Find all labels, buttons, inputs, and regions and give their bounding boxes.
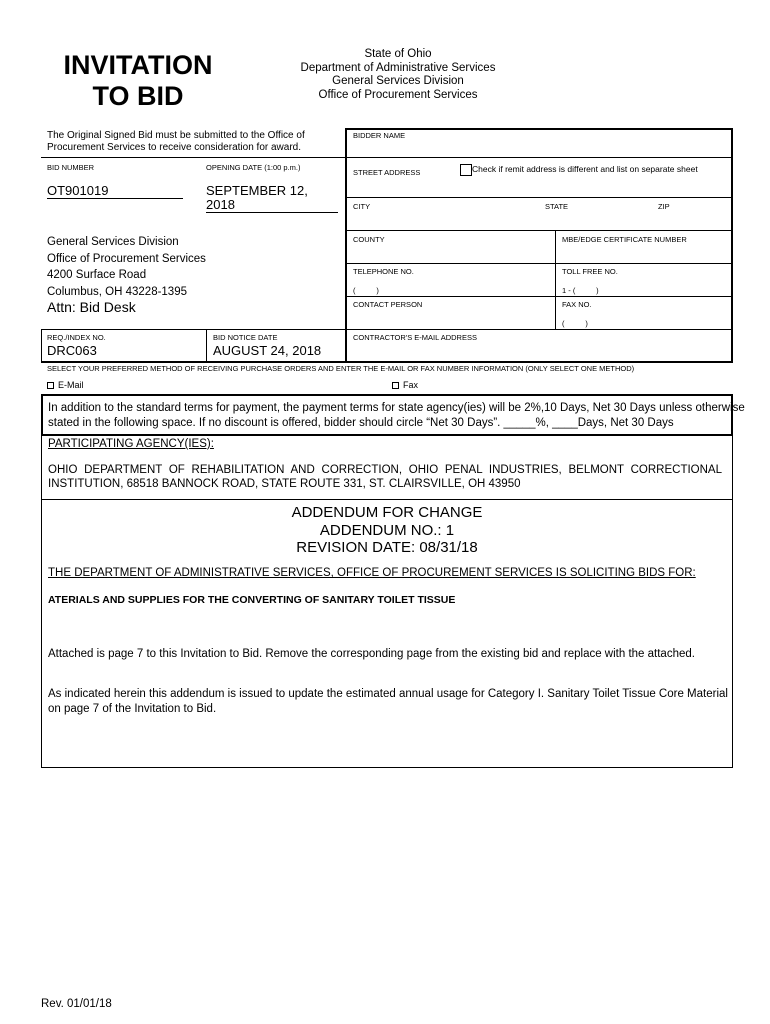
attn-line: Attn: Bid Desk [47, 299, 136, 315]
telephone-label: TELEPHONE NO. [353, 267, 414, 276]
divider [345, 329, 733, 330]
bid-subject: ATERIALS AND SUPPLIES FOR THE CONVERTING OF SANITARY TOILET TISSUE [48, 594, 456, 606]
submission-note: The Original Signed Bid must be submitted to the Office of Procurement Services to receive consideration for award. [47, 130, 305, 153]
county-label: COUNTY [353, 235, 385, 244]
email-option[interactable] [47, 380, 84, 390]
bid-number-label: BID NUMBER [47, 163, 95, 172]
revision-date: REVISION DATE: 08/31/18 [296, 539, 478, 556]
bidder-name-label: BIDDER NAME [353, 131, 406, 140]
divider [555, 230, 556, 329]
address-line: Columbus, OH 43228-1395 [47, 285, 187, 298]
state-label: STATE [545, 202, 569, 211]
mailing-address [47, 234, 206, 300]
toll-free-field[interactable]: 1 - ( ) [562, 286, 599, 295]
zip-label: ZIP [658, 202, 670, 211]
divider [345, 263, 733, 264]
participating-line-2: INSTITUTION, 68518 BANNOCK ROAD, STATE ROUTE 331, ST. CLAIRSVILLE, OH 43950 [48, 478, 521, 490]
title-line-2: TO BID [92, 81, 184, 111]
payment-terms [48, 401, 745, 431]
toll-free-label: TOLL FREE NO. [562, 267, 618, 276]
divider [345, 197, 733, 198]
street-address-label: STREET ADDRESS [353, 168, 421, 177]
divider [41, 157, 345, 158]
fax-option-label: Fax [403, 380, 419, 390]
remit-note: Check if remit address is different and list on separate sheet [472, 164, 698, 174]
divider [206, 329, 207, 362]
participating-line-1: OHIO DEPARTMENT OF REHABILITATION AND CORRECTION, OHIO PENAL INDUSTRIES, BELMONT CORRECTIONAL [48, 464, 722, 476]
remit-checkbox[interactable] [460, 162, 698, 176]
method-label: SELECT YOUR PREFERRED METHOD OF RECEIVING PURCHASE ORDERS AND ENTER THE E-MAIL OR FAX NUMBER INFORMATION (ONLY SELECT ONE METHOD) [47, 364, 635, 373]
checkbox-square[interactable] [460, 164, 472, 176]
agency-line: Department of Administrative Services [300, 61, 496, 74]
revision-footer: Rev. 01/01/18 [41, 998, 112, 1010]
req-index-label: REQ./INDEX NO. [47, 333, 106, 342]
req-index-value: DRC063 [47, 343, 97, 358]
opening-date-label: OPENING DATE (1:00 p.m.) [206, 163, 301, 172]
agency-line: Office of Procurement Services [318, 88, 478, 101]
agency-line: General Services Division [332, 75, 464, 87]
agency-block [280, 48, 516, 102]
mbe-label: MBE/EDGE CERTIFICATE NUMBER [562, 235, 687, 244]
fax-option[interactable] [392, 380, 418, 390]
terms-line: stated in the following space. If no discount is offered, bidder should circle “Net 30 Days”. _____%, ____Days, Net 30 Days [48, 417, 674, 429]
terms-line: In addition to the standard terms for payment, the payment terms for state agency(ies) will be 2%,10 Days, Net 30 Days unless otherwise [48, 402, 745, 414]
checkbox-square[interactable] [392, 382, 399, 389]
email-option-label: E-Mail [58, 380, 84, 390]
paragraph-line: As indicated herein this addendum is issued to update the estimated annual usage for Category I. Sanitary Toilet Tissue Core Material [48, 688, 728, 700]
bid-notice-date: AUGUST 24, 2018 [213, 343, 322, 358]
fax-label: FAX NO. [562, 300, 592, 309]
addendum-title: ADDENDUM FOR CHANGE [291, 504, 483, 521]
address-line: Office of Procurement Services [47, 252, 206, 265]
divider [345, 157, 733, 158]
checkbox-square[interactable] [47, 382, 54, 389]
opening-date-value: SEPTEMBER 12, 2018 [206, 184, 338, 213]
address-line: 4200 Surface Road [47, 269, 147, 281]
divider [41, 362, 733, 363]
addendum-paragraph-1: Attached is page 7 to this Invitation to Bid. Remove the corresponding page from the existing bid and replace with the attached. [48, 648, 695, 660]
divider [345, 230, 733, 231]
paragraph-line: on page 7 of the Invitation to Bid. [48, 702, 217, 715]
city-label: CITY [353, 202, 371, 211]
address-line: General Services Division [47, 236, 179, 248]
agency-line: State of Ohio [364, 48, 432, 60]
addendum-number: ADDENDUM NO.: 1 [319, 521, 455, 539]
contact-person-label: CONTACT PERSON [353, 300, 423, 309]
soliciting-line: THE DEPARTMENT OF ADMINISTRATIVE SERVICES, OFFICE OF PROCUREMENT SERVICES IS SOLICITING BIDS FOR: [48, 567, 696, 579]
telephone-field[interactable]: ( ) [353, 286, 379, 295]
title-line-1: INVITATION [63, 50, 213, 80]
divider [345, 296, 733, 297]
email-address-label: CONTRACTOR'S E-MAIL ADDRESS [353, 333, 477, 342]
bid-number-value: OT901019 [47, 184, 183, 199]
page-title [48, 50, 228, 112]
fax-field[interactable]: ( ) [562, 319, 588, 328]
bid-notice-label: BID NOTICE DATE [213, 333, 278, 342]
participating-heading: PARTICIPATING AGENCY(IES): [48, 438, 214, 450]
addendum-header [41, 504, 733, 557]
addendum-paragraph-2 [48, 687, 728, 716]
